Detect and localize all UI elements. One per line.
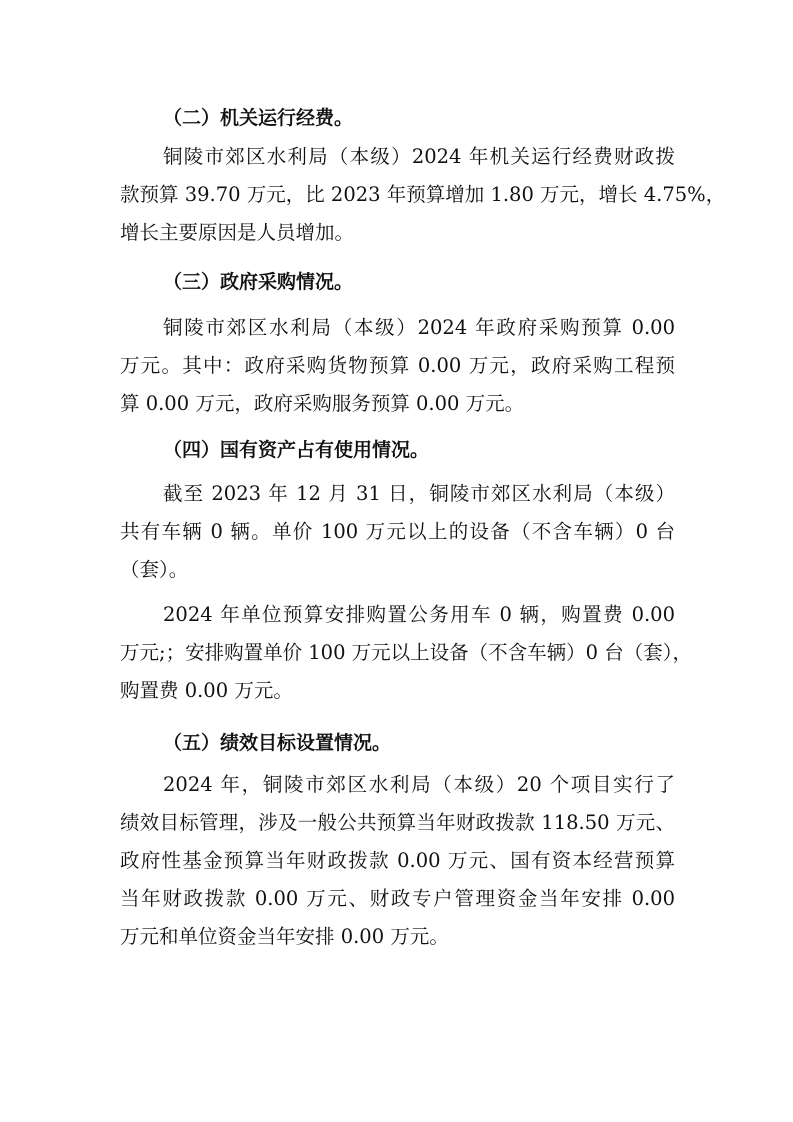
paragraph-line: 绩效目标管理，涉及一般公共预算当年财政拨款 118.50 万元、 [120, 811, 675, 834]
paragraph-procurement [120, 316, 675, 430]
paragraph-assets [120, 482, 675, 596]
paragraph-performance-goals [120, 773, 675, 963]
section-heading-4: （四）国有资产占有使用情况。 [163, 439, 430, 461]
paragraph-line: 铜陵市郊区水利局（本级）2024 年机关运行经费财政拨 [163, 145, 675, 168]
section-heading-5: （五）绩效目标设置情况。 [163, 732, 392, 754]
paragraph-line: 政府性基金预算当年财政拨款 0.00 万元、国有资本经营预算 [120, 849, 675, 872]
paragraph-line: 款预算 39.70 万元，比 2023 年预算增加 1.80 万元，增长 4.75%， [120, 183, 726, 206]
paragraph-line: 2024 年单位预算安排购置公务用车 0 辆，购置费 0.00 [163, 603, 675, 626]
paragraph-vehicle-purchase [120, 603, 693, 717]
paragraph-line: 增长主要原因是人员增加。 [120, 221, 355, 244]
paragraph-line: 铜陵市郊区水利局（本级）2024 年政府采购预算 0.00 [163, 316, 675, 339]
paragraph-line: （套）。 [120, 558, 189, 581]
paragraph-line: 截至 2023 年 12 月 31 日，铜陵市郊区水利局（本级） [163, 482, 675, 505]
paragraph-line: 算 0.00 万元，政府采购服务预算 0.00 万元。 [120, 392, 525, 415]
paragraph-line: 万元和单位资金当年安排 0.00 万元。 [120, 925, 449, 948]
section-heading-3: （三）政府采购情况。 [163, 271, 354, 293]
paragraph-operating-expenses [120, 145, 726, 259]
paragraph-line: 万元;；安排购置单价 100 万元以上设备（不含车辆）0 台（套）， [120, 641, 693, 664]
paragraph-line: 购置费 0.00 万元。 [120, 679, 293, 702]
paragraph-line: 共有车辆 0 辆。单价 100 万元以上的设备（不含车辆）0 台 [120, 520, 675, 543]
section-heading-2: （二）机关运行经费。 [163, 107, 354, 129]
paragraph-line: 2024 年，铜陵市郊区水利局（本级）20 个项目实行了 [163, 773, 675, 796]
paragraph-line: 万元。其中：政府采购货物预算 0.00 万元，政府采购工程预 [120, 354, 675, 377]
paragraph-line: 当年财政拨款 0.00 万元、财政专户管理资金当年安排 0.00 [120, 887, 675, 910]
